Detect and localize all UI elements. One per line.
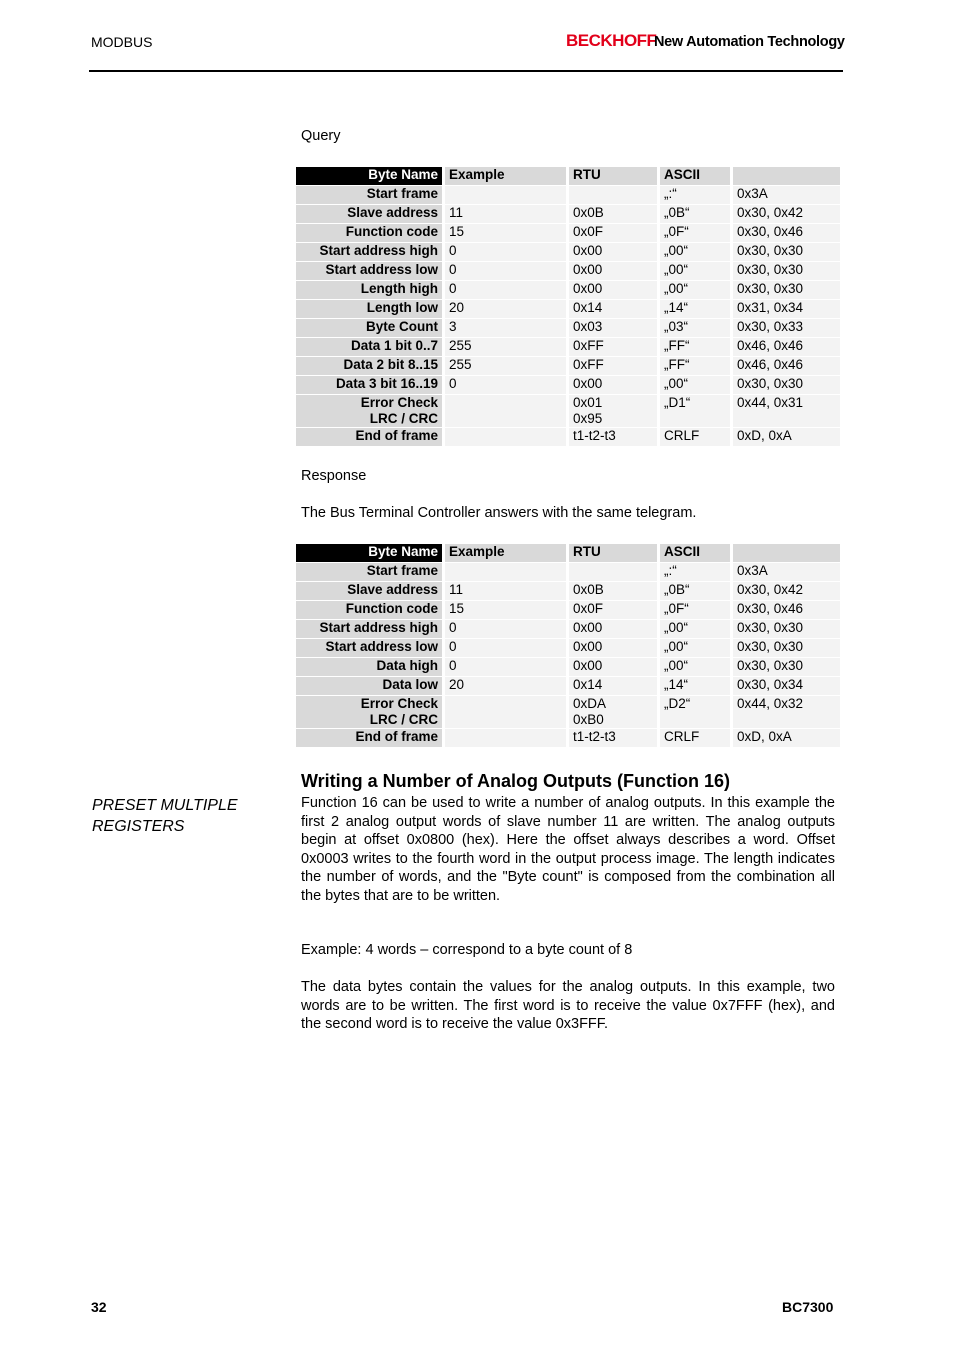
table-cell bbox=[566, 563, 657, 581]
table-cell: 0xFF bbox=[566, 357, 657, 375]
byte-name-cell: Start frame bbox=[296, 186, 442, 204]
byte-name-cell: Start frame bbox=[296, 563, 442, 581]
table-cell: t1-t2-t3 bbox=[566, 428, 657, 446]
table-row bbox=[296, 281, 840, 299]
table-cell bbox=[442, 395, 566, 427]
table-cell: „FF“ bbox=[657, 357, 730, 375]
table-cell: 0x03 bbox=[566, 319, 657, 337]
byte-name-cell: End of frame bbox=[296, 729, 442, 747]
table-cell: 0x14 bbox=[566, 677, 657, 695]
byte-name-cell: Length low bbox=[296, 300, 442, 318]
table-cell: 0x30, 0x42 bbox=[730, 205, 840, 223]
table-cell: 0x30, 0x30 bbox=[730, 639, 840, 657]
table-cell bbox=[442, 563, 566, 581]
table-cell: 0x44, 0x32 bbox=[730, 696, 840, 728]
query-table bbox=[296, 166, 840, 447]
column-header: ASCII bbox=[657, 544, 730, 562]
table-cell: „0F“ bbox=[657, 601, 730, 619]
byte-name-cell: Function code bbox=[296, 224, 442, 242]
table-cell: CRLF bbox=[657, 428, 730, 446]
table-cell: 0xFF bbox=[566, 338, 657, 356]
column-header: Byte Name bbox=[296, 167, 442, 185]
table-cell: 20 bbox=[442, 677, 566, 695]
header-section: MODBUS bbox=[91, 34, 153, 50]
table-cell: 0 bbox=[442, 620, 566, 638]
paragraph-data-bytes: The data bytes contain the values for the analog outputs. In this example, two words are to be written. The first word is to receive the value 0x7FFF (hex), and the second word is to receive the value 0x3FFF. bbox=[301, 979, 835, 1033]
byte-name-cell: Data 3 bit 16..19 bbox=[296, 376, 442, 394]
table-cell: 0 bbox=[442, 281, 566, 299]
table-cell: 0x3A bbox=[730, 186, 840, 204]
paragraph-function16: Function 16 can be used to write a number of analog outputs. In this example the first 2 analog output words of slave number 11 are written. The analog outputs begin at offset 0x0800 (hex). Here the offset always describes a word. Offset 0x0003 writes to the fourth word in the output process image. The length indicates the number of words, and the "Byte count" is composed from the combination all the bytes that are to be written. bbox=[301, 795, 835, 904]
table-cell: „00“ bbox=[657, 376, 730, 394]
table-cell: CRLF bbox=[657, 729, 730, 747]
table-header-row bbox=[296, 544, 840, 562]
table-row bbox=[296, 729, 840, 747]
table-cell bbox=[442, 428, 566, 446]
header-rule bbox=[89, 70, 843, 72]
column-header: Byte Name bbox=[296, 544, 442, 562]
paragraph-example: Example: 4 words – correspond to a byte count of 8 bbox=[301, 942, 633, 958]
byte-name-cell: Start address low bbox=[296, 262, 442, 280]
table-cell: „00“ bbox=[657, 639, 730, 657]
table-row bbox=[296, 300, 840, 318]
table-cell: t1-t2-t3 bbox=[566, 729, 657, 747]
table-cell: 0x30, 0x42 bbox=[730, 582, 840, 600]
table-cell: „D1“ bbox=[657, 395, 730, 427]
table-cell: 0x30, 0x30 bbox=[730, 243, 840, 261]
response-table bbox=[296, 543, 840, 748]
table-cell bbox=[442, 696, 566, 728]
table-cell: 0 bbox=[442, 658, 566, 676]
table-cell: „00“ bbox=[657, 281, 730, 299]
table-cell: „D2“ bbox=[657, 696, 730, 728]
table-cell: 15 bbox=[442, 601, 566, 619]
table-cell: 0 bbox=[442, 243, 566, 261]
table-cell: 0 bbox=[442, 376, 566, 394]
table-cell: 0x44, 0x31 bbox=[730, 395, 840, 427]
table-cell: 0xD, 0xA bbox=[730, 428, 840, 446]
table-cell: „0B“ bbox=[657, 205, 730, 223]
table-cell: 0x46, 0x46 bbox=[730, 338, 840, 356]
table-row bbox=[296, 376, 840, 394]
side-label: PRESET MULTIPLE REGISTERS bbox=[92, 797, 238, 835]
table-cell: 0x00 bbox=[566, 620, 657, 638]
query-label: Query bbox=[301, 128, 341, 144]
table-cell: 0x0F bbox=[566, 224, 657, 242]
table-cell: 0 bbox=[442, 262, 566, 280]
table-cell: 0x0B bbox=[566, 582, 657, 600]
table-row bbox=[296, 224, 840, 242]
table-cell: „FF“ bbox=[657, 338, 730, 356]
table-row bbox=[296, 428, 840, 446]
table-cell: 11 bbox=[442, 205, 566, 223]
table-cell bbox=[442, 729, 566, 747]
column-header bbox=[730, 544, 840, 562]
table-cell: „:“ bbox=[657, 563, 730, 581]
brand-logo: BECKHOFF bbox=[566, 31, 657, 50]
table-cell: „0F“ bbox=[657, 224, 730, 242]
table-cell: 0x0B bbox=[566, 205, 657, 223]
table-row bbox=[296, 338, 840, 356]
column-header: Example bbox=[442, 167, 566, 185]
table-cell: 0xD, 0xA bbox=[730, 729, 840, 747]
table-row bbox=[296, 601, 840, 619]
byte-name-cell: Error Check LRC / CRC bbox=[296, 696, 442, 728]
table-cell: „00“ bbox=[657, 262, 730, 280]
table-row bbox=[296, 582, 840, 600]
table-cell: 0x30, 0x30 bbox=[730, 376, 840, 394]
table-cell: 255 bbox=[442, 338, 566, 356]
table-cell: „14“ bbox=[657, 677, 730, 695]
table-cell: „14“ bbox=[657, 300, 730, 318]
table-cell: 0x30, 0x33 bbox=[730, 319, 840, 337]
product-name: BC7300 bbox=[782, 1299, 834, 1315]
table-cell: 0x01 0x95 bbox=[566, 395, 657, 427]
table-cell: 0x30, 0x34 bbox=[730, 677, 840, 695]
brand-tagline: New Automation Technology bbox=[654, 34, 845, 50]
table-row bbox=[296, 696, 840, 728]
table-cell: 0x30, 0x46 bbox=[730, 224, 840, 242]
column-header: RTU bbox=[566, 167, 657, 185]
table-cell: 0x30, 0x30 bbox=[730, 262, 840, 280]
table-cell: 0x00 bbox=[566, 658, 657, 676]
table-row bbox=[296, 357, 840, 375]
byte-name-cell: Length high bbox=[296, 281, 442, 299]
table-row bbox=[296, 243, 840, 261]
table-row bbox=[296, 262, 840, 280]
section-title: Writing a Number of Analog Outputs (Function 16) bbox=[301, 771, 730, 791]
table-cell: 0x00 bbox=[566, 376, 657, 394]
byte-name-cell: Error Check LRC / CRC bbox=[296, 395, 442, 427]
byte-name-cell: Data 2 bit 8..15 bbox=[296, 357, 442, 375]
table-cell bbox=[442, 186, 566, 204]
table-cell: 0x3A bbox=[730, 563, 840, 581]
byte-name-cell: Data low bbox=[296, 677, 442, 695]
table-row bbox=[296, 639, 840, 657]
column-header: RTU bbox=[566, 544, 657, 562]
table-cell: 0x00 bbox=[566, 639, 657, 657]
byte-name-cell: Start address high bbox=[296, 243, 442, 261]
table-cell: 0x14 bbox=[566, 300, 657, 318]
table-cell: 0x00 bbox=[566, 281, 657, 299]
byte-name-cell: Byte Count bbox=[296, 319, 442, 337]
table-cell: „00“ bbox=[657, 243, 730, 261]
table-row bbox=[296, 677, 840, 695]
table-cell: „00“ bbox=[657, 658, 730, 676]
column-header bbox=[730, 167, 840, 185]
byte-name-cell: Start address high bbox=[296, 620, 442, 638]
response-text: The Bus Terminal Controller answers with the same telegram. bbox=[301, 505, 697, 521]
column-header: ASCII bbox=[657, 167, 730, 185]
byte-name-cell: Function code bbox=[296, 601, 442, 619]
table-cell: „03“ bbox=[657, 319, 730, 337]
table-row bbox=[296, 620, 840, 638]
table-cell: 0x30, 0x30 bbox=[730, 658, 840, 676]
table-cell: 0x00 bbox=[566, 262, 657, 280]
byte-name-cell: End of frame bbox=[296, 428, 442, 446]
table-cell: 0 bbox=[442, 639, 566, 657]
byte-name-cell: Start address low bbox=[296, 639, 442, 657]
table-row bbox=[296, 186, 840, 204]
table-cell: 0x30, 0x30 bbox=[730, 281, 840, 299]
table-cell: „00“ bbox=[657, 620, 730, 638]
column-header: Example bbox=[442, 544, 566, 562]
response-label: Response bbox=[301, 468, 367, 484]
page-number: 32 bbox=[91, 1299, 107, 1315]
table-header-row bbox=[296, 167, 840, 185]
table-cell: 255 bbox=[442, 357, 566, 375]
table-cell: 0x30, 0x30 bbox=[730, 620, 840, 638]
table-row bbox=[296, 319, 840, 337]
table-cell: „:“ bbox=[657, 186, 730, 204]
table-cell: „0B“ bbox=[657, 582, 730, 600]
table-row bbox=[296, 395, 840, 427]
table-cell: 3 bbox=[442, 319, 566, 337]
table-cell bbox=[566, 186, 657, 204]
byte-name-cell: Slave address bbox=[296, 205, 442, 223]
table-cell: 11 bbox=[442, 582, 566, 600]
table-row bbox=[296, 658, 840, 676]
table-row bbox=[296, 563, 840, 581]
table-cell: 0xDA 0xB0 bbox=[566, 696, 657, 728]
table-cell: 0x30, 0x46 bbox=[730, 601, 840, 619]
table-cell: 0x0F bbox=[566, 601, 657, 619]
table-cell: 15 bbox=[442, 224, 566, 242]
table-cell: 0x31, 0x34 bbox=[730, 300, 840, 318]
byte-name-cell: Data high bbox=[296, 658, 442, 676]
table-cell: 0x00 bbox=[566, 243, 657, 261]
table-cell: 0x46, 0x46 bbox=[730, 357, 840, 375]
table-row bbox=[296, 205, 840, 223]
table-cell: 20 bbox=[442, 300, 566, 318]
byte-name-cell: Data 1 bit 0..7 bbox=[296, 338, 442, 356]
byte-name-cell: Slave address bbox=[296, 582, 442, 600]
